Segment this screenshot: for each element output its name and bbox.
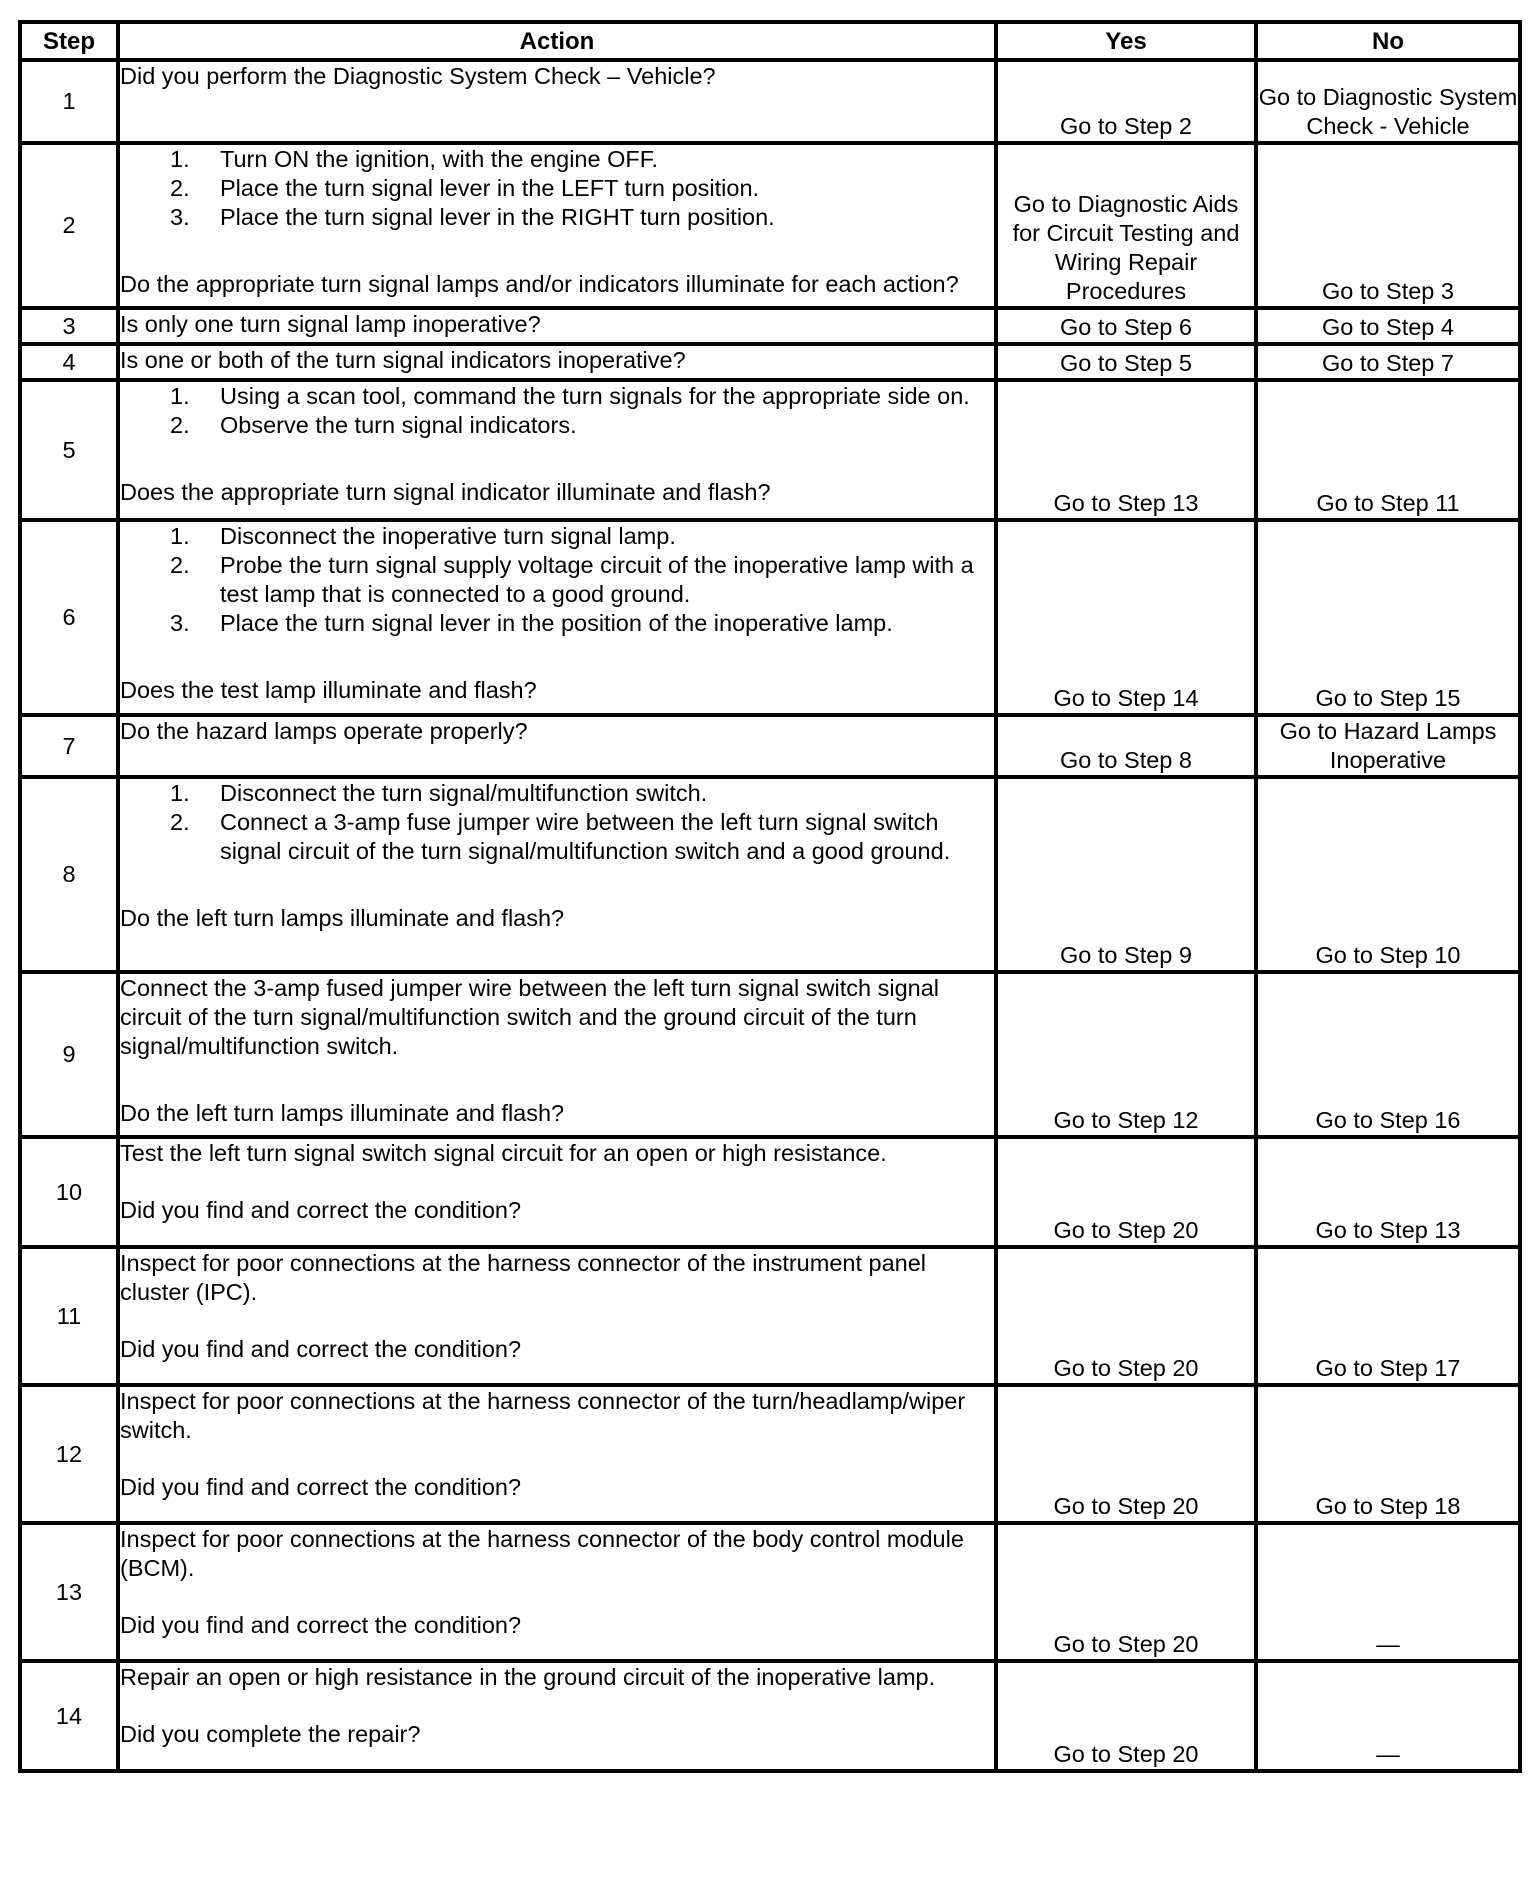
step-number: 12 <box>20 1385 118 1523</box>
no-result: Go to Step 10 <box>1256 777 1520 972</box>
action-cell <box>118 1137 996 1247</box>
no-result: Go to Step 18 <box>1256 1385 1520 1523</box>
yes-result: Go to Step 20 <box>996 1661 1256 1771</box>
action-cell <box>118 308 996 344</box>
question-text: Do the left turn lamps illuminate and flash? <box>120 1100 565 1126</box>
no-result: Go to Step 16 <box>1256 972 1520 1137</box>
action-cell <box>118 1247 996 1385</box>
instruction-text: Inspect for poor connections at the harness connector of the turn/headlamp/wiper switch. <box>120 1388 966 1443</box>
no-result: Go to Step 15 <box>1256 520 1520 715</box>
question-text: Did you find and correct the condition? <box>120 1336 522 1362</box>
step-number: 9 <box>20 972 118 1137</box>
procedure-item: 2. Place the turn signal lever in the LEFT turn position. <box>170 175 760 201</box>
question-text: Does the appropriate turn signal indicator illuminate and flash? <box>120 479 771 505</box>
step-number: 4 <box>20 344 118 380</box>
action-cell <box>118 143 996 308</box>
action-cell <box>118 972 996 1137</box>
diagnostic-table-sheet <box>18 20 1518 1773</box>
procedure-list <box>120 382 994 440</box>
yes-result: Go to Step 20 <box>996 1137 1256 1247</box>
step-number: 14 <box>20 1661 118 1771</box>
procedure-item: 2. Connect a 3-amp fuse jumper wire between the left turn signal switch signal circuit of the turn signal/multifunction switch and a good ground. <box>170 809 951 864</box>
header-action: Action <box>118 22 996 60</box>
step-number: 13 <box>20 1523 118 1661</box>
no-result: — <box>1256 1523 1520 1661</box>
procedure-list <box>120 779 994 866</box>
question-text: Did you find and correct the condition? <box>120 1197 522 1223</box>
step-number: 6 <box>20 520 118 715</box>
table-row <box>20 380 1520 520</box>
procedure-item: 3. Place the turn signal lever in the RIGHT turn position. <box>170 204 775 230</box>
yes-result: Go to Step 2 <box>996 60 1256 143</box>
yes-result: Go to Step 6 <box>996 308 1256 344</box>
action-cell <box>118 715 996 777</box>
procedure-item: 3. Place the turn signal lever in the position of the inoperative lamp. <box>170 610 893 636</box>
header-row <box>20 22 1520 60</box>
no-result: Go to Step 7 <box>1256 344 1520 380</box>
procedure-item: 1. Disconnect the inoperative turn signal lamp. <box>170 523 676 549</box>
procedure-item: 1. Turn ON the ignition, with the engine OFF. <box>170 146 659 172</box>
no-result: Go to Step 11 <box>1256 380 1520 520</box>
no-result: Go to Step 13 <box>1256 1137 1520 1247</box>
action-cell <box>118 777 996 972</box>
question-text: Is one or both of the turn signal indicators inoperative? <box>120 347 686 373</box>
no-result: Go to Diagnostic System Check - Vehicle <box>1256 60 1520 143</box>
table-row <box>20 344 1520 380</box>
table-row <box>20 60 1520 143</box>
action-cell <box>118 60 996 143</box>
yes-result: Go to Step 20 <box>996 1385 1256 1523</box>
table-row <box>20 143 1520 308</box>
question-text: Did you complete the repair? <box>120 1721 421 1747</box>
action-cell <box>118 380 996 520</box>
no-result: Go to Hazard Lamps Inoperative <box>1256 715 1520 777</box>
action-cell <box>118 1385 996 1523</box>
instruction-text: Repair an open or high resistance in the ground circuit of the inoperative lamp. <box>120 1664 936 1690</box>
instruction-text: Inspect for poor connections at the harness connector of the instrument panel cluster (IPC). <box>120 1250 927 1305</box>
procedure-list <box>120 522 994 638</box>
procedure-item: 1. Disconnect the turn signal/multifunction switch. <box>170 780 708 806</box>
action-cell <box>118 1661 996 1771</box>
action-cell <box>118 520 996 715</box>
question-text: Do the appropriate turn signal lamps and/or indicators illuminate for each action? <box>120 271 959 297</box>
no-result: — <box>1256 1661 1520 1771</box>
question-text: Is only one turn signal lamp inoperative? <box>120 311 541 337</box>
no-result: Go to Step 4 <box>1256 308 1520 344</box>
procedure-item: 2. Observe the turn signal indicators. <box>170 412 577 438</box>
action-cell <box>118 1523 996 1661</box>
header-step: Step <box>20 22 118 60</box>
table-row <box>20 1385 1520 1523</box>
yes-result: Go to Step 13 <box>996 380 1256 520</box>
yes-result: Go to Diagnostic Aids for Circuit Testing and Wiring Repair Procedures <box>996 143 1256 308</box>
table-row <box>20 1247 1520 1385</box>
procedure-item: 1. Using a scan tool, command the turn signals for the appropriate side on. <box>170 383 970 409</box>
table-row <box>20 1137 1520 1247</box>
yes-result: Go to Step 14 <box>996 520 1256 715</box>
yes-result: Go to Step 12 <box>996 972 1256 1137</box>
table-row <box>20 715 1520 777</box>
table-row <box>20 1523 1520 1661</box>
yes-result: Go to Step 20 <box>996 1247 1256 1385</box>
question-text: Did you perform the Diagnostic System Check – Vehicle? <box>120 63 716 89</box>
procedure-item: 2. Probe the turn signal supply voltage circuit of the inoperative lamp with a test lamp that is connected to a good ground. <box>170 552 974 607</box>
table-row <box>20 777 1520 972</box>
step-number: 2 <box>20 143 118 308</box>
question-text: Do the hazard lamps operate properly? <box>120 718 528 744</box>
yes-result: Go to Step 8 <box>996 715 1256 777</box>
instruction-text: Connect the 3-amp fused jumper wire between the left turn signal switch signal circuit of the turn signal/multifunction switch and the ground circuit of the turn signal/multifunction switch. <box>120 975 940 1059</box>
header-yes: Yes <box>996 22 1256 60</box>
table-row <box>20 308 1520 344</box>
yes-result: Go to Step 20 <box>996 1523 1256 1661</box>
step-number: 11 <box>20 1247 118 1385</box>
yes-result: Go to Step 5 <box>996 344 1256 380</box>
table-row <box>20 972 1520 1137</box>
step-number: 1 <box>20 60 118 143</box>
table-row <box>20 520 1520 715</box>
question-text: Does the test lamp illuminate and flash? <box>120 677 537 703</box>
step-number: 7 <box>20 715 118 777</box>
no-result: Go to Step 17 <box>1256 1247 1520 1385</box>
header-no: No <box>1256 22 1520 60</box>
instruction-text: Inspect for poor connections at the harness connector of the body control module (BCM). <box>120 1526 964 1581</box>
question-text: Did you find and correct the condition? <box>120 1474 522 1500</box>
question-text: Do the left turn lamps illuminate and flash? <box>120 905 565 931</box>
step-number: 3 <box>20 308 118 344</box>
diagnostic-table <box>18 20 1522 1773</box>
step-number: 8 <box>20 777 118 972</box>
instruction-text: Test the left turn signal switch signal circuit for an open or high resistance. <box>120 1140 887 1166</box>
yes-result: Go to Step 9 <box>996 777 1256 972</box>
step-number: 5 <box>20 380 118 520</box>
action-cell <box>118 344 996 380</box>
procedure-list <box>120 145 994 232</box>
table-row <box>20 1661 1520 1771</box>
no-result: Go to Step 3 <box>1256 143 1520 308</box>
step-number: 10 <box>20 1137 118 1247</box>
question-text: Did you find and correct the condition? <box>120 1612 522 1638</box>
